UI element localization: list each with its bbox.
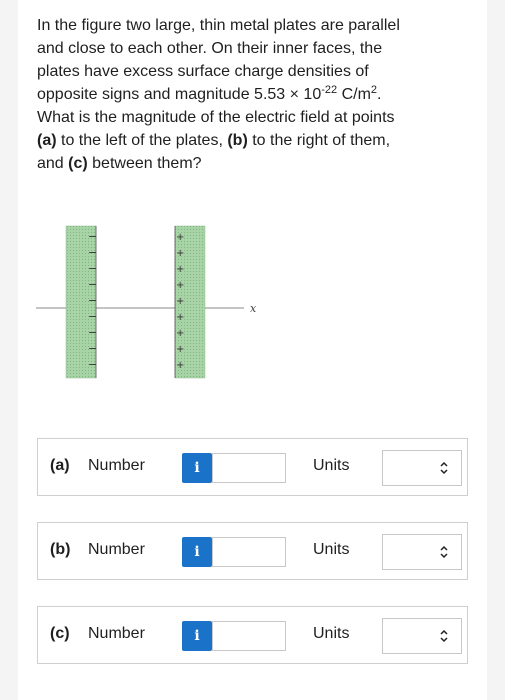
info-button[interactable]: i	[182, 621, 212, 651]
x-axis-label: x	[250, 302, 257, 315]
number-label: Number	[88, 625, 145, 642]
plus-sign: +	[176, 232, 185, 243]
plates-figure	[36, 222, 266, 382]
question-text-span: .	[377, 86, 382, 103]
plus-sign: +	[176, 264, 185, 275]
question-text-span: C/m	[337, 86, 371, 103]
minus-sign: −	[88, 262, 98, 275]
number-input-a[interactable]	[212, 453, 286, 483]
units-label: Units	[313, 457, 350, 474]
plus-sign: +	[176, 344, 185, 355]
answer-row-a	[37, 438, 468, 496]
question-line	[37, 129, 477, 152]
question-line	[37, 152, 477, 175]
number-label: Number	[88, 457, 145, 474]
minus-sign: −	[88, 310, 98, 323]
minus-sign: −	[88, 342, 98, 355]
minus-sign: −	[88, 246, 98, 259]
units-select-c[interactable]	[382, 618, 462, 654]
plus-sign: +	[176, 328, 185, 339]
part-marker: (a)	[37, 132, 57, 149]
number-label: Number	[88, 541, 145, 558]
question-text-span: to the right of them,	[247, 132, 391, 149]
answer-part-label: (a)	[50, 457, 70, 474]
question-text-span: between them?	[87, 155, 202, 172]
info-button[interactable]: i	[182, 537, 212, 567]
chevron-up-down-icon	[439, 544, 449, 560]
question-text-span: and	[37, 155, 69, 172]
plus-sign: +	[176, 312, 185, 323]
plus-sign: +	[176, 248, 185, 259]
question-text-span: to the left of the plates,	[56, 132, 228, 149]
question-text-span: opposite signs and magnitude 5.53 × 10	[37, 86, 322, 103]
units-select-a[interactable]	[382, 450, 462, 486]
exponent: 2	[370, 84, 378, 96]
question-line: plates have excess surface charge densities of	[37, 63, 369, 80]
plus-sign: +	[176, 296, 185, 307]
units-label: Units	[313, 541, 350, 558]
units-select-b[interactable]	[382, 534, 462, 570]
left-plate-charges	[88, 230, 97, 371]
answer-row-b	[37, 522, 468, 580]
question-line: What is the magnitude of the electric field at points	[37, 109, 395, 126]
exponent: -22	[321, 84, 338, 96]
answer-row-c	[37, 606, 468, 664]
answer-part-label: (c)	[50, 625, 70, 642]
minus-sign: −	[88, 326, 98, 339]
part-marker: (b)	[227, 132, 248, 149]
chevron-up-down-icon	[439, 628, 449, 644]
question-line	[37, 83, 477, 106]
plus-sign: +	[176, 280, 185, 291]
number-input-b[interactable]	[212, 537, 286, 567]
number-input-c[interactable]	[212, 621, 286, 651]
minus-sign: −	[88, 230, 98, 243]
plus-sign: +	[176, 360, 185, 371]
chevron-up-down-icon	[439, 460, 449, 476]
question-text	[37, 14, 477, 175]
answer-part-label: (b)	[50, 541, 71, 558]
minus-sign: −	[88, 358, 98, 371]
question-line: In the figure two large, thin metal plates are parallel	[37, 17, 400, 34]
info-button[interactable]: i	[182, 453, 212, 483]
question-line: and close to each other. On their inner faces, the	[37, 40, 383, 57]
part-marker: (c)	[68, 155, 88, 172]
minus-sign: −	[88, 294, 98, 307]
right-plate-charges	[176, 232, 184, 371]
units-label: Units	[313, 625, 350, 642]
minus-sign: −	[88, 278, 98, 291]
